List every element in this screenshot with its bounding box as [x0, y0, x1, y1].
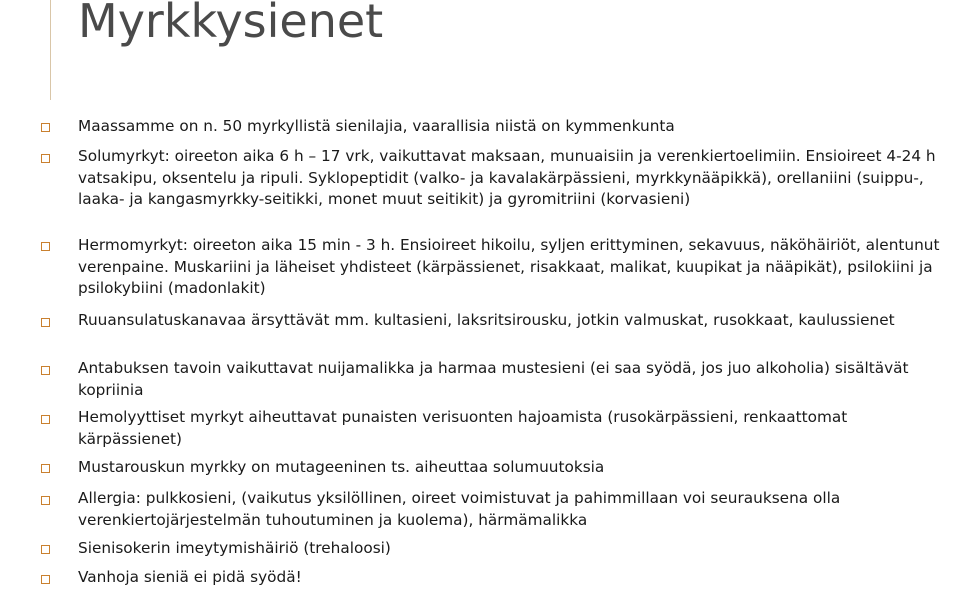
square-bullet-icon — [41, 123, 50, 132]
bullet-text: Sienisokerin imeytymishäiriö (trehaloosi) — [78, 539, 391, 557]
bullet-text: Vanhoja sieniä ei pidä syödä! — [78, 568, 302, 586]
slide-title: Myrkkysienet — [78, 0, 384, 48]
square-bullet-icon — [41, 154, 50, 163]
square-bullet-icon — [41, 464, 50, 473]
square-bullet-icon — [41, 318, 50, 327]
bullet-text: Allergia: pulkkosieni, (vaikutus yksilöllinen, oireet voimistuvat ja pahimmillaan voi seurauksena olla verenkiertojärjestelmän tuhoutuminen ja kuolema), härmämalikka — [78, 489, 841, 529]
square-bullet-icon — [41, 366, 50, 375]
bullet-text: Ruuansulatuskanavaa ärsyttävät mm. kultasieni, laksritsirousku, jotkin valmuskat, rusokkaat, kaulussienet — [78, 311, 895, 329]
square-bullet-icon — [41, 545, 50, 554]
square-bullet-icon — [41, 242, 50, 251]
bullet-text: Maassamme on n. 50 myrkyllistä sienilajia, vaarallisia niistä on kymmenkunta — [78, 117, 675, 135]
bullet-text: Antabuksen tavoin vaikuttavat nuijamalikka ja harmaa mustesieni (ei saa syödä, jos juo alkoholia) sisältävät kopriinia — [78, 359, 909, 399]
bullet-text: Hermomyrkyt: oireeton aika 15 min - 3 h. Ensioireet hikoilu, syljen erittyminen, sekavuus, näköhäiriöt, alentunut verenpaine. Muskariini ja läheiset yhdisteet (kärpässienet, risakkaat, malikat, kuupikat ja nääpikät), psilokiini ja psilokybiini (madonlakit) — [78, 236, 940, 297]
bullet-text: Solumyrkyt: oireeton aika 6 h – 17 vrk, vaikuttavat maksaan, munuaisiin ja verenkiertoelimiin. Ensioireet 4-24 h vatsakipu, oksentelu ja ripuli. Syklopeptidit (valko- ja kavalakärpässieni, myrkkynääpikkä), orellaniini (suippu-, laaka- ja kangasmyrkky-seitikki, monet muut seitikit) ja gyromitriini (korvasieni) — [78, 147, 936, 208]
bullet-text: Hemolyyttiset myrkyt aiheuttavat punaisten verisuonten hajoamista (rusokärpässieni, renkaattomat kärpässienet) — [78, 408, 848, 448]
square-bullet-icon — [41, 415, 50, 424]
bullet-text: Mustarouskun myrkky on mutageeninen ts. aiheuttaa solumuutoksia — [78, 458, 605, 476]
square-bullet-icon — [41, 575, 50, 584]
square-bullet-icon — [41, 496, 50, 505]
